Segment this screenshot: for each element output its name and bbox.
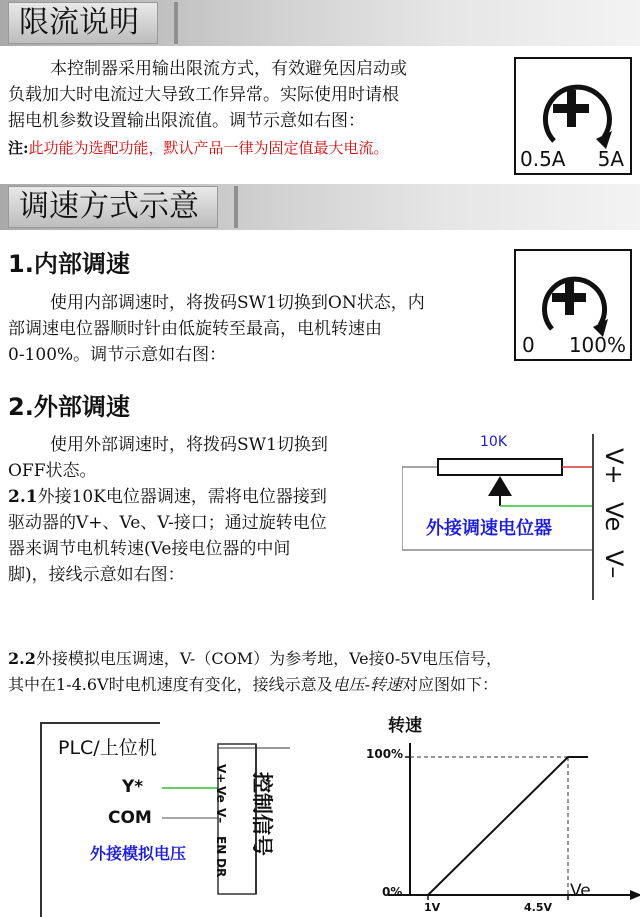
paragraph-line: OFF状态。 — [8, 461, 97, 481]
chart-plot-area — [330, 705, 640, 917]
header-divider — [234, 186, 238, 228]
paragraph-text: 外接10K电位器调速，需将电位器接到 — [37, 487, 327, 507]
paragraph-line: 驱动器的V+、Ve、V-接口；通过旋转电位 — [8, 513, 327, 533]
knob-min-label: 0.5A — [520, 147, 566, 171]
note-text: 此功能为选配功能，默认产品一律为固定值最大电流。 — [28, 139, 389, 157]
external-heading: 2.外部调速 — [8, 393, 130, 421]
paragraph-line — [8, 484, 398, 510]
analog-voltage-caption: 外接模拟电压 — [90, 844, 187, 863]
header-divider — [174, 2, 178, 44]
paragraph-line: 0-100%。调节示意如右图： — [8, 345, 227, 365]
control-signal-label: 控制信号 — [250, 772, 274, 856]
chart-ylabel: 转速 — [388, 716, 422, 736]
emphasis-text: 电压-转速 — [332, 675, 403, 694]
pin-ve-label: Ve — [600, 502, 628, 532]
terminal-pin-vplus: V+ — [214, 764, 228, 784]
voltage-speed-chart — [330, 705, 640, 917]
knob-max-label: 100% — [568, 333, 626, 357]
paragraph-line: 本控制器采用输出限流方式，有效避免因启动或 — [50, 59, 407, 79]
speed-knob-diagram — [514, 249, 632, 361]
paragraph-line: 使用外部调速时，将拨码SW1切换到 — [50, 435, 328, 455]
y-tick-label-100: 100% — [366, 747, 404, 761]
sub-number: 2.1 — [8, 487, 38, 507]
section-title: 调速方式示意 — [8, 186, 218, 228]
paragraph-line: 器来调节电机转速(Ve接电位器的中间 — [8, 539, 291, 559]
pot-value-label: 10K — [480, 434, 507, 450]
plc-title: PLC/上位机 — [58, 737, 157, 759]
com-terminal-label: COM — [108, 808, 152, 828]
note-line — [8, 137, 389, 158]
paragraph-line: 使用内部调速时，将拨码SW1切换到ON状态，内 — [50, 293, 425, 313]
x-axis-arrow — [630, 890, 640, 900]
x-tick-label-4-5v: 4.5V — [524, 901, 552, 914]
note-label: 注: — [8, 139, 29, 157]
current-knob-diagram — [514, 57, 632, 175]
terminal-pin-ve: Ve — [214, 786, 228, 803]
y-terminal-label: Y* — [122, 777, 144, 797]
paragraph-line: 脚)，接线示意如右图： — [8, 565, 185, 585]
internal-heading: 1.内部调速 — [8, 250, 130, 278]
terminal-pin-en: EN — [214, 836, 228, 855]
pin-vminus-label: V– — [600, 550, 628, 579]
chart-xlabel: Ve — [570, 881, 591, 901]
series-line-0 — [388, 757, 588, 895]
paragraph-line: 据电机参数设置输出限流值。调节示意如右图： — [8, 111, 365, 131]
x-tick-label-1v: 1V — [424, 901, 441, 914]
section-header-speed — [0, 184, 640, 230]
section-header-current-limit — [0, 0, 640, 46]
terminal-pin-vminus: V– — [214, 808, 228, 824]
paragraph-line: 部调速电位器顺时针由低旋转至最高，电机转速由 — [8, 319, 382, 339]
terminal-pin-dr: DR — [214, 858, 228, 878]
paragraph-text: 外接模拟电压调速，V-（COM）为参考地，Ve接0-5V电压信号， — [35, 649, 502, 668]
potentiometer-diagram — [402, 432, 638, 600]
paragraph-line — [8, 646, 502, 672]
pin-vplus-label: V+ — [600, 448, 628, 485]
knob-max-label: 5A — [597, 147, 624, 171]
paragraph-text: 对应图如下： — [402, 675, 499, 694]
paragraph-line: 负载加大时电流过大导致工作异常。实际使用时请根 — [8, 85, 399, 105]
paragraph-text: 其中在1-4.6V时电机速度有变化，接线示意及 — [8, 675, 333, 694]
sub-number: 2.2 — [8, 649, 36, 668]
paragraph-line — [8, 672, 498, 698]
pot-caption: 外接调速电位器 — [426, 518, 552, 539]
y-tick-label-0: 0% — [382, 885, 403, 899]
section-title: 限流说明 — [8, 2, 158, 44]
knob-min-label: 0 — [522, 333, 535, 357]
